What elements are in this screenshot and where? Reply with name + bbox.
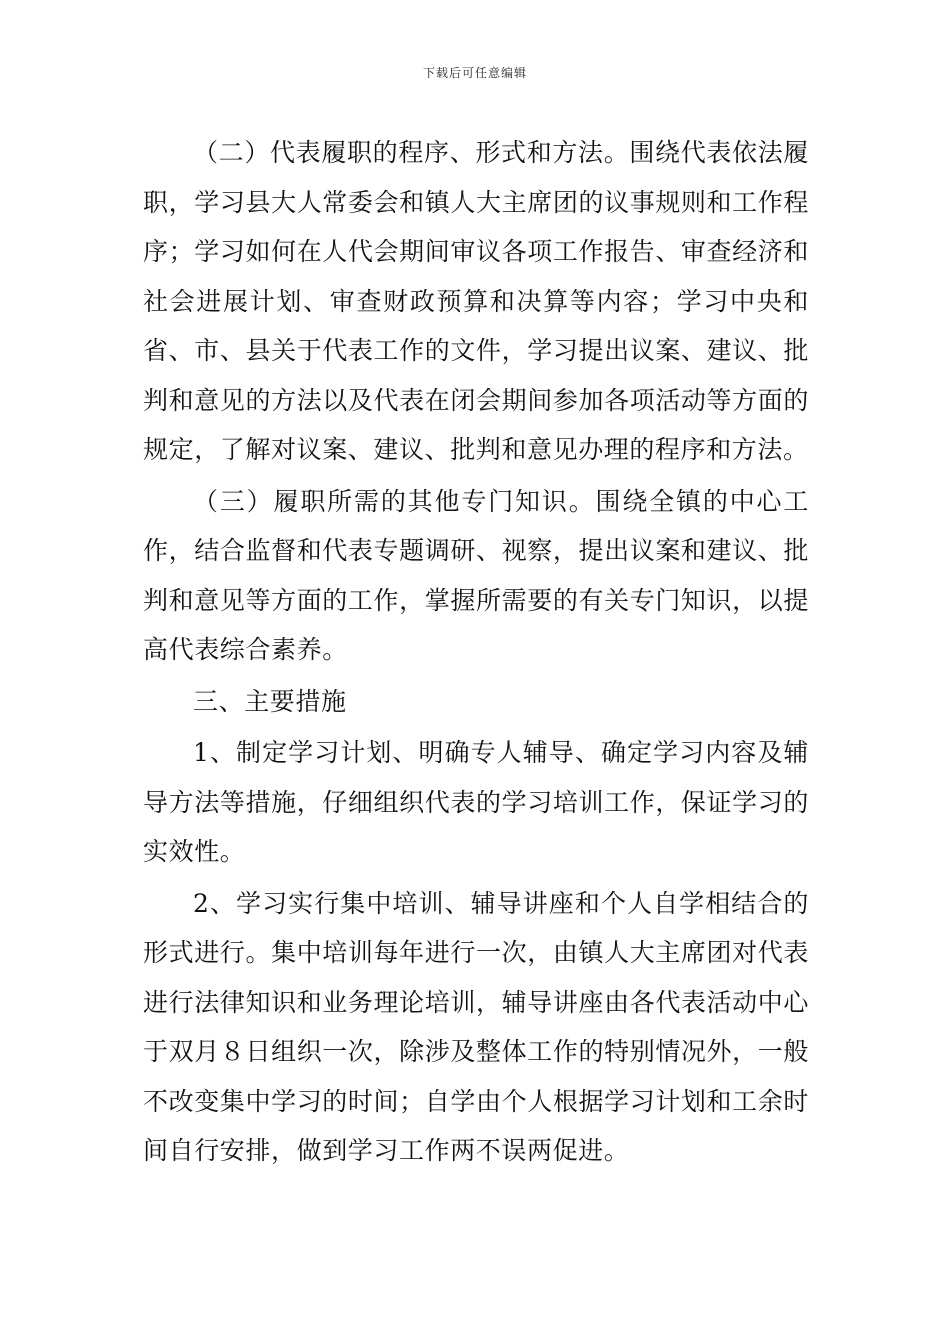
document-body [143, 128, 809, 1176]
paragraph-other-knowledge: （三）履职所需的其他专门知识。围绕全镇的中心工作，结合监督和代表专题调研、视察，提出议案和建议、批判和意见等方面的工作，掌握所需要的有关专门知识，以提高代表综合素养。 [143, 486, 809, 664]
paragraph-measure-2: 2、学习实行集中培训、辅导讲座和个人自学相结合的形式进行。集中培训每年进行一次，由镇人大主席团对代表进行法律知识和业务理论培训，辅导讲座由各代表活动中心于双月８日组织一次，除涉及整体工作的特别情况外，一般不改变集中学习的时间；自学由个人根据学习计划和工余时间自行安排，做到学习工作两不误两促进。 [143, 888, 809, 1165]
section-heading-main-measures: 三、主要措施 [193, 686, 347, 716]
paragraph-procedures: （二）代表履职的程序、形式和方法。围绕代表依法履职，学习县大人常委会和镇人大主席团的议事规则和工作程序；学习如何在人代会期间审议各项工作报告、审查经济和社会进展计划、审查财政预算和决算等内容；学习中央和省、市、县关于代表工作的文件，学习提出议案、建议、批判和意见的方法以及代表在闭会期间参加各项活动等方面的规定，了解对议案、建议、批判和意见办理的程序和方法。 [143, 138, 809, 464]
page-header: 下载后可任意编辑 [422, 66, 527, 80]
paragraph-measure-1: 1、制定学习计划、明确专人辅导、确定学习内容及辅导方法等措施，仔细组织代表的学习培训工作，保证学习的实效性。 [143, 738, 809, 866]
